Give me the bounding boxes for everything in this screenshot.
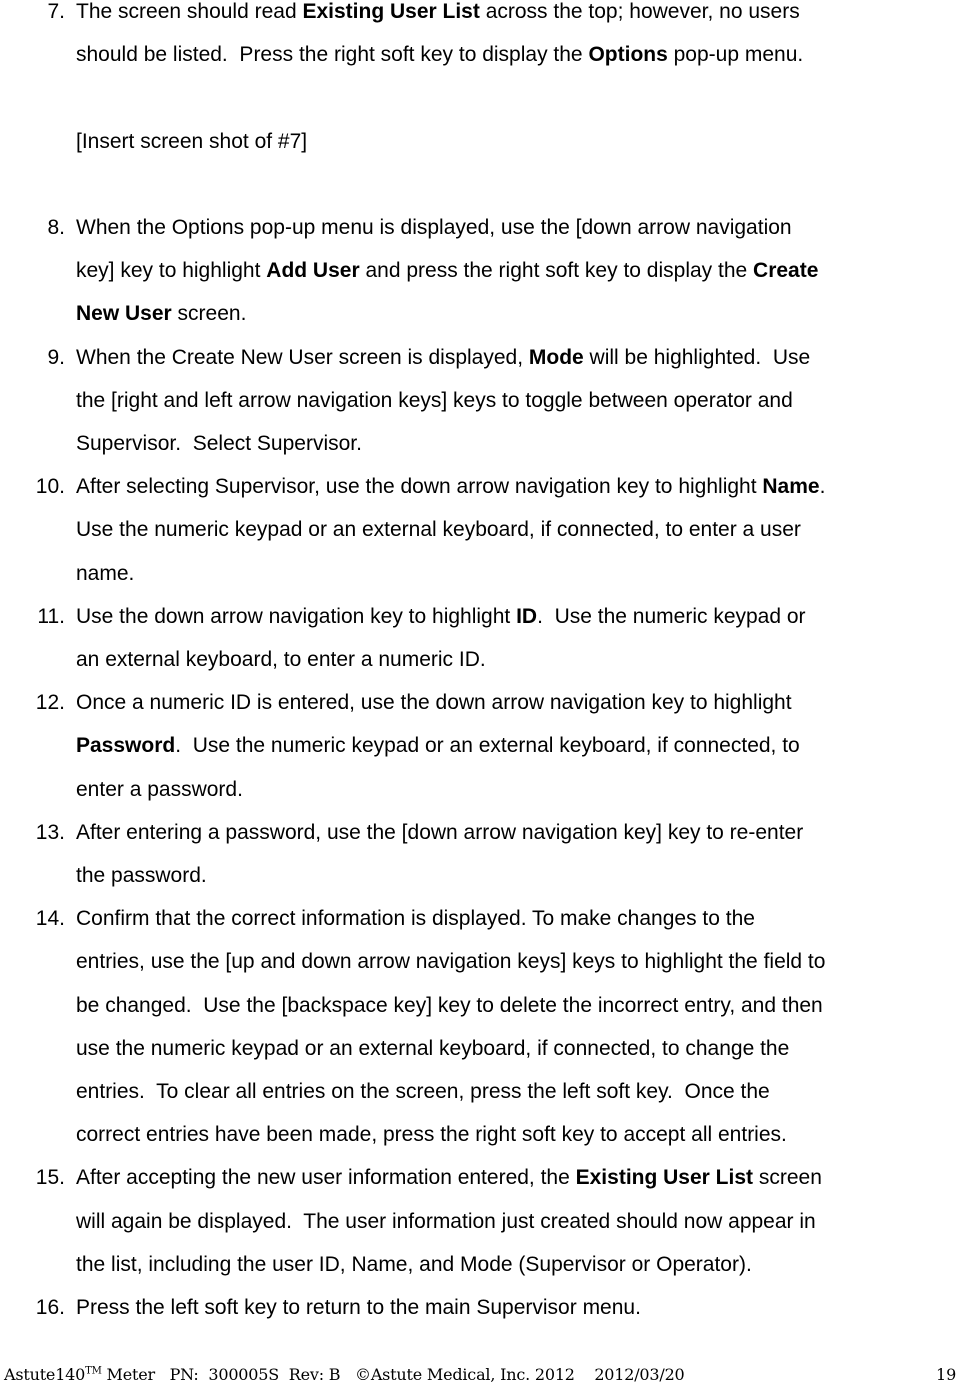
item-text-line — [76, 994, 823, 1018]
bold-term: New User — [76, 302, 172, 326]
text-run: When the Options pop-up menu is displayed, use the [down arrow navigation — [76, 216, 792, 239]
text-run: correct entries have been made, press the right soft key to accept all entries. — [76, 1123, 787, 1147]
footer-details: Meter PN: 300005S Rev: B ©Astute Medical, Inc. 2012 2012/03/20 — [101, 1365, 685, 1384]
text-run: should be listed. Press the right soft key to display the — [76, 43, 589, 67]
text-run: the list, including the user ID, Name, and Mode (Supervisor or Operator). — [76, 1252, 752, 1276]
text-run: enter a password. — [76, 777, 243, 801]
item-text-line — [76, 1166, 822, 1190]
text-run: pop-up menu. — [667, 43, 804, 67]
text-run: be changed. Use the [backspace key] key to delete the incorrect entry, and then — [76, 993, 823, 1017]
bold-term: Existing User List — [575, 1166, 754, 1190]
text-run: the password. — [76, 864, 207, 887]
text-run: use the numeric keypad or an external keyboard, if connected, to change the — [76, 1036, 790, 1060]
item-text-line — [76, 1296, 641, 1320]
item-text-line — [76, 562, 134, 586]
bold-term: Name — [762, 475, 820, 499]
item-text-line — [76, 605, 806, 629]
text-run: and press the right soft key to display the — [359, 259, 754, 283]
item-text-line — [76, 346, 810, 370]
item-text-line — [76, 821, 803, 845]
text-run: across the top; however, no users — [479, 0, 800, 23]
item-text-line — [76, 389, 793, 413]
text-run: . Use the numeric keypad or — [537, 604, 806, 628]
text-run: Use the down arrow navigation key to highlight — [76, 604, 517, 628]
item-text-line — [76, 43, 803, 67]
item-text-line — [76, 432, 362, 456]
item-text-line — [76, 130, 307, 154]
text-run: When the Create New User screen is displayed, — [76, 345, 529, 369]
text-run: will again be displayed. The user information just created should now appear in — [76, 1209, 816, 1233]
item-text-line — [76, 864, 207, 888]
item-text-line — [76, 907, 755, 931]
item-text-line — [76, 302, 246, 326]
bold-term: Create — [753, 259, 819, 283]
text-run: [Insert screen shot of #7] — [76, 129, 308, 153]
item-text-line — [76, 734, 800, 758]
text-run: screen. — [171, 302, 247, 326]
text-run: screen — [753, 1166, 822, 1190]
item-number: 12. — [35, 691, 65, 715]
item-number: 8. — [47, 216, 65, 239]
item-number: 9. — [47, 345, 65, 369]
page-footer — [4, 1364, 685, 1386]
bold-term: Existing User List — [302, 0, 480, 23]
text-run: After accepting the new user information entered, the — [76, 1166, 576, 1190]
item-text-line — [76, 475, 825, 499]
item-number: 7. — [47, 0, 65, 23]
bold-term: Password — [76, 734, 176, 758]
item-text-line — [76, 648, 486, 672]
bold-term: ID — [516, 604, 538, 628]
bold-term: Add User — [266, 259, 360, 283]
text-run: will be highlighted. Use — [583, 345, 811, 369]
item-text-line — [76, 1080, 770, 1104]
bold-term: Mode — [528, 345, 584, 369]
item-number: 10. — [35, 475, 65, 499]
page-number: 19 — [936, 1365, 957, 1384]
item-text-line — [76, 259, 818, 283]
item-text-line — [76, 518, 801, 542]
text-run: . Use the numeric keypad or an external keyboard, if connected, to — [175, 734, 800, 758]
text-run: entries, use the [up and down arrow navigation keys] keys to highlight the field to — [76, 950, 826, 974]
item-number: 13. — [35, 820, 65, 844]
text-run: entries. To clear all entries on the screen, press the left soft key. Once the — [76, 1080, 770, 1103]
item-number: 16. — [35, 1296, 65, 1319]
text-run: an external keyboard, to enter a numeric ID. — [76, 648, 486, 671]
text-run: name. — [76, 561, 135, 585]
item-text-line — [76, 1123, 787, 1147]
text-run: key] key to highlight — [76, 259, 267, 283]
footer-trademark: TM — [85, 1365, 102, 1377]
item-text-line — [76, 216, 792, 240]
text-run: After entering a password, use the [down arrow navigation key] key to re-enter — [76, 820, 804, 844]
text-run: . — [819, 475, 826, 499]
text-run: Press the left soft key to return to the main Supervisor menu. — [76, 1296, 641, 1319]
item-text-line — [76, 1037, 789, 1061]
item-text-line — [76, 1253, 752, 1277]
text-run: Use the numeric keypad or an external keyboard, if connected, to enter a user — [76, 518, 801, 542]
item-number: 15. — [35, 1166, 65, 1190]
text-run: Supervisor. Select Supervisor. — [76, 432, 362, 455]
text-run: Once a numeric ID is entered, use the down arrow navigation key to highlight — [76, 691, 792, 715]
item-text-line — [76, 1210, 816, 1234]
text-run: The screen should read — [76, 0, 303, 23]
text-run: Confirm that the correct information is displayed. To make changes to the — [76, 907, 755, 931]
bold-term: Options — [588, 43, 668, 67]
item-number: 14. — [35, 907, 65, 931]
item-text-line — [76, 691, 792, 715]
text-run: the [right and left arrow navigation keys] keys to toggle between operator and — [76, 388, 793, 412]
footer-product: Astute140 — [4, 1365, 86, 1384]
item-text-line — [76, 0, 800, 24]
item-number: 11. — [37, 604, 65, 628]
item-text-line — [76, 778, 243, 802]
item-text-line — [76, 950, 825, 974]
text-run: After selecting Supervisor, use the down arrow navigation key to highlight — [76, 475, 763, 499]
